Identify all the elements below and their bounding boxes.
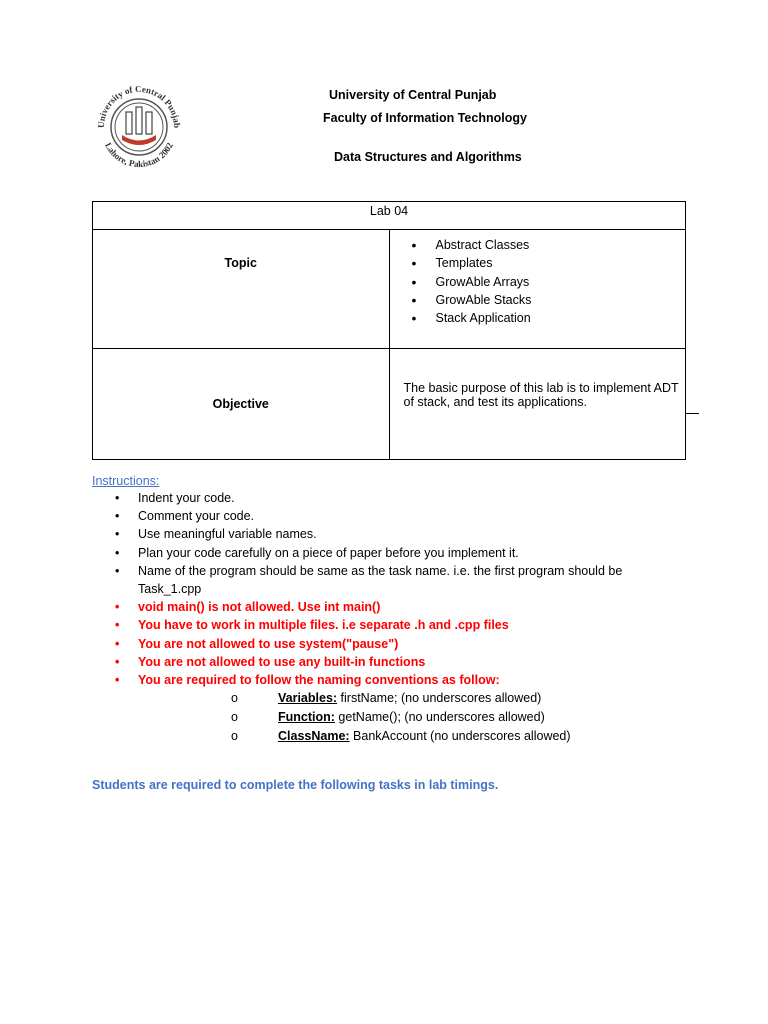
naming-item-variables bbox=[138, 689, 672, 708]
naming-value: firstName; (no underscores allowed) bbox=[337, 691, 542, 706]
instructions-heading: Instructions: bbox=[92, 474, 160, 488]
rule-item: • You are not allowed to use system("pause") bbox=[92, 635, 672, 653]
objective-text: The basic purpose of this lab is to implement ADT of stack, and test its applications. bbox=[389, 349, 686, 460]
topic-item: • GrowAble Arrays bbox=[412, 273, 686, 291]
svg-text:University of Central Punjab bbox=[96, 84, 182, 128]
university-name: University of Central Punjab bbox=[329, 88, 497, 102]
instruction-item: • Comment your code. bbox=[92, 507, 672, 525]
rule-item: • You have to work in multiple files. i.e separate .h and .cpp files bbox=[92, 616, 672, 634]
naming-label: ClassName: bbox=[278, 729, 350, 744]
topic-item: • GrowAble Stacks bbox=[412, 291, 686, 309]
lab-title: Lab 04 bbox=[93, 202, 686, 230]
closing-note: Students are required to complete the following tasks in lab timings. bbox=[92, 778, 499, 792]
topic-list bbox=[390, 236, 686, 327]
naming-value: getName(); (no underscores allowed) bbox=[334, 710, 545, 725]
seal-ring-top: University of Central Punjab bbox=[95, 83, 183, 129]
naming-label: Variables: bbox=[278, 691, 338, 706]
rule-item: • You are not allowed to use any built-in functions bbox=[92, 653, 672, 671]
seal-logo-icon bbox=[92, 80, 186, 174]
naming-value: BankAccount (no underscores allowed) bbox=[349, 729, 571, 744]
topic-item: • Stack Application bbox=[412, 309, 686, 327]
topic-row bbox=[93, 230, 686, 349]
university-seal bbox=[92, 80, 186, 174]
instruction-item: • Use meaningful variable names. bbox=[92, 525, 672, 543]
course-title: Data Structures and Algorithms bbox=[334, 150, 522, 164]
faculty-name: Faculty of Information Technology bbox=[323, 111, 527, 125]
naming-item-function bbox=[138, 708, 672, 727]
topic-item: • Abstract Classes bbox=[412, 236, 686, 254]
instruction-item: • Plan your code carefully on a piece of paper before you implement it. bbox=[92, 544, 672, 562]
objective-label: Objective bbox=[93, 349, 390, 460]
table-divider-tail bbox=[686, 413, 699, 414]
instructions-list bbox=[92, 489, 672, 746]
rule-item: • void main() is not allowed. Use int main() bbox=[92, 598, 672, 616]
naming-rule-text: You are required to follow the naming conventions as follow: bbox=[138, 673, 500, 688]
topic-list-cell bbox=[389, 230, 686, 349]
naming-item-classname bbox=[138, 727, 672, 746]
instruction-item: • Indent your code. bbox=[92, 489, 672, 507]
seal-ring-bottom: Lahore, Pakistan 2002 bbox=[103, 140, 175, 170]
naming-conventions-list bbox=[138, 689, 672, 746]
rule-item-naming bbox=[92, 671, 672, 746]
topic-item: • Templates bbox=[412, 254, 686, 272]
naming-label: Function: bbox=[278, 710, 335, 725]
lab-title-row bbox=[93, 202, 686, 230]
lab-info-table bbox=[92, 201, 686, 460]
topic-label: Topic bbox=[93, 230, 390, 349]
objective-row bbox=[93, 349, 686, 460]
instruction-item: • Name of the program should be same as the task name. i.e. the first program should be Task_1.cpp bbox=[92, 562, 672, 598]
